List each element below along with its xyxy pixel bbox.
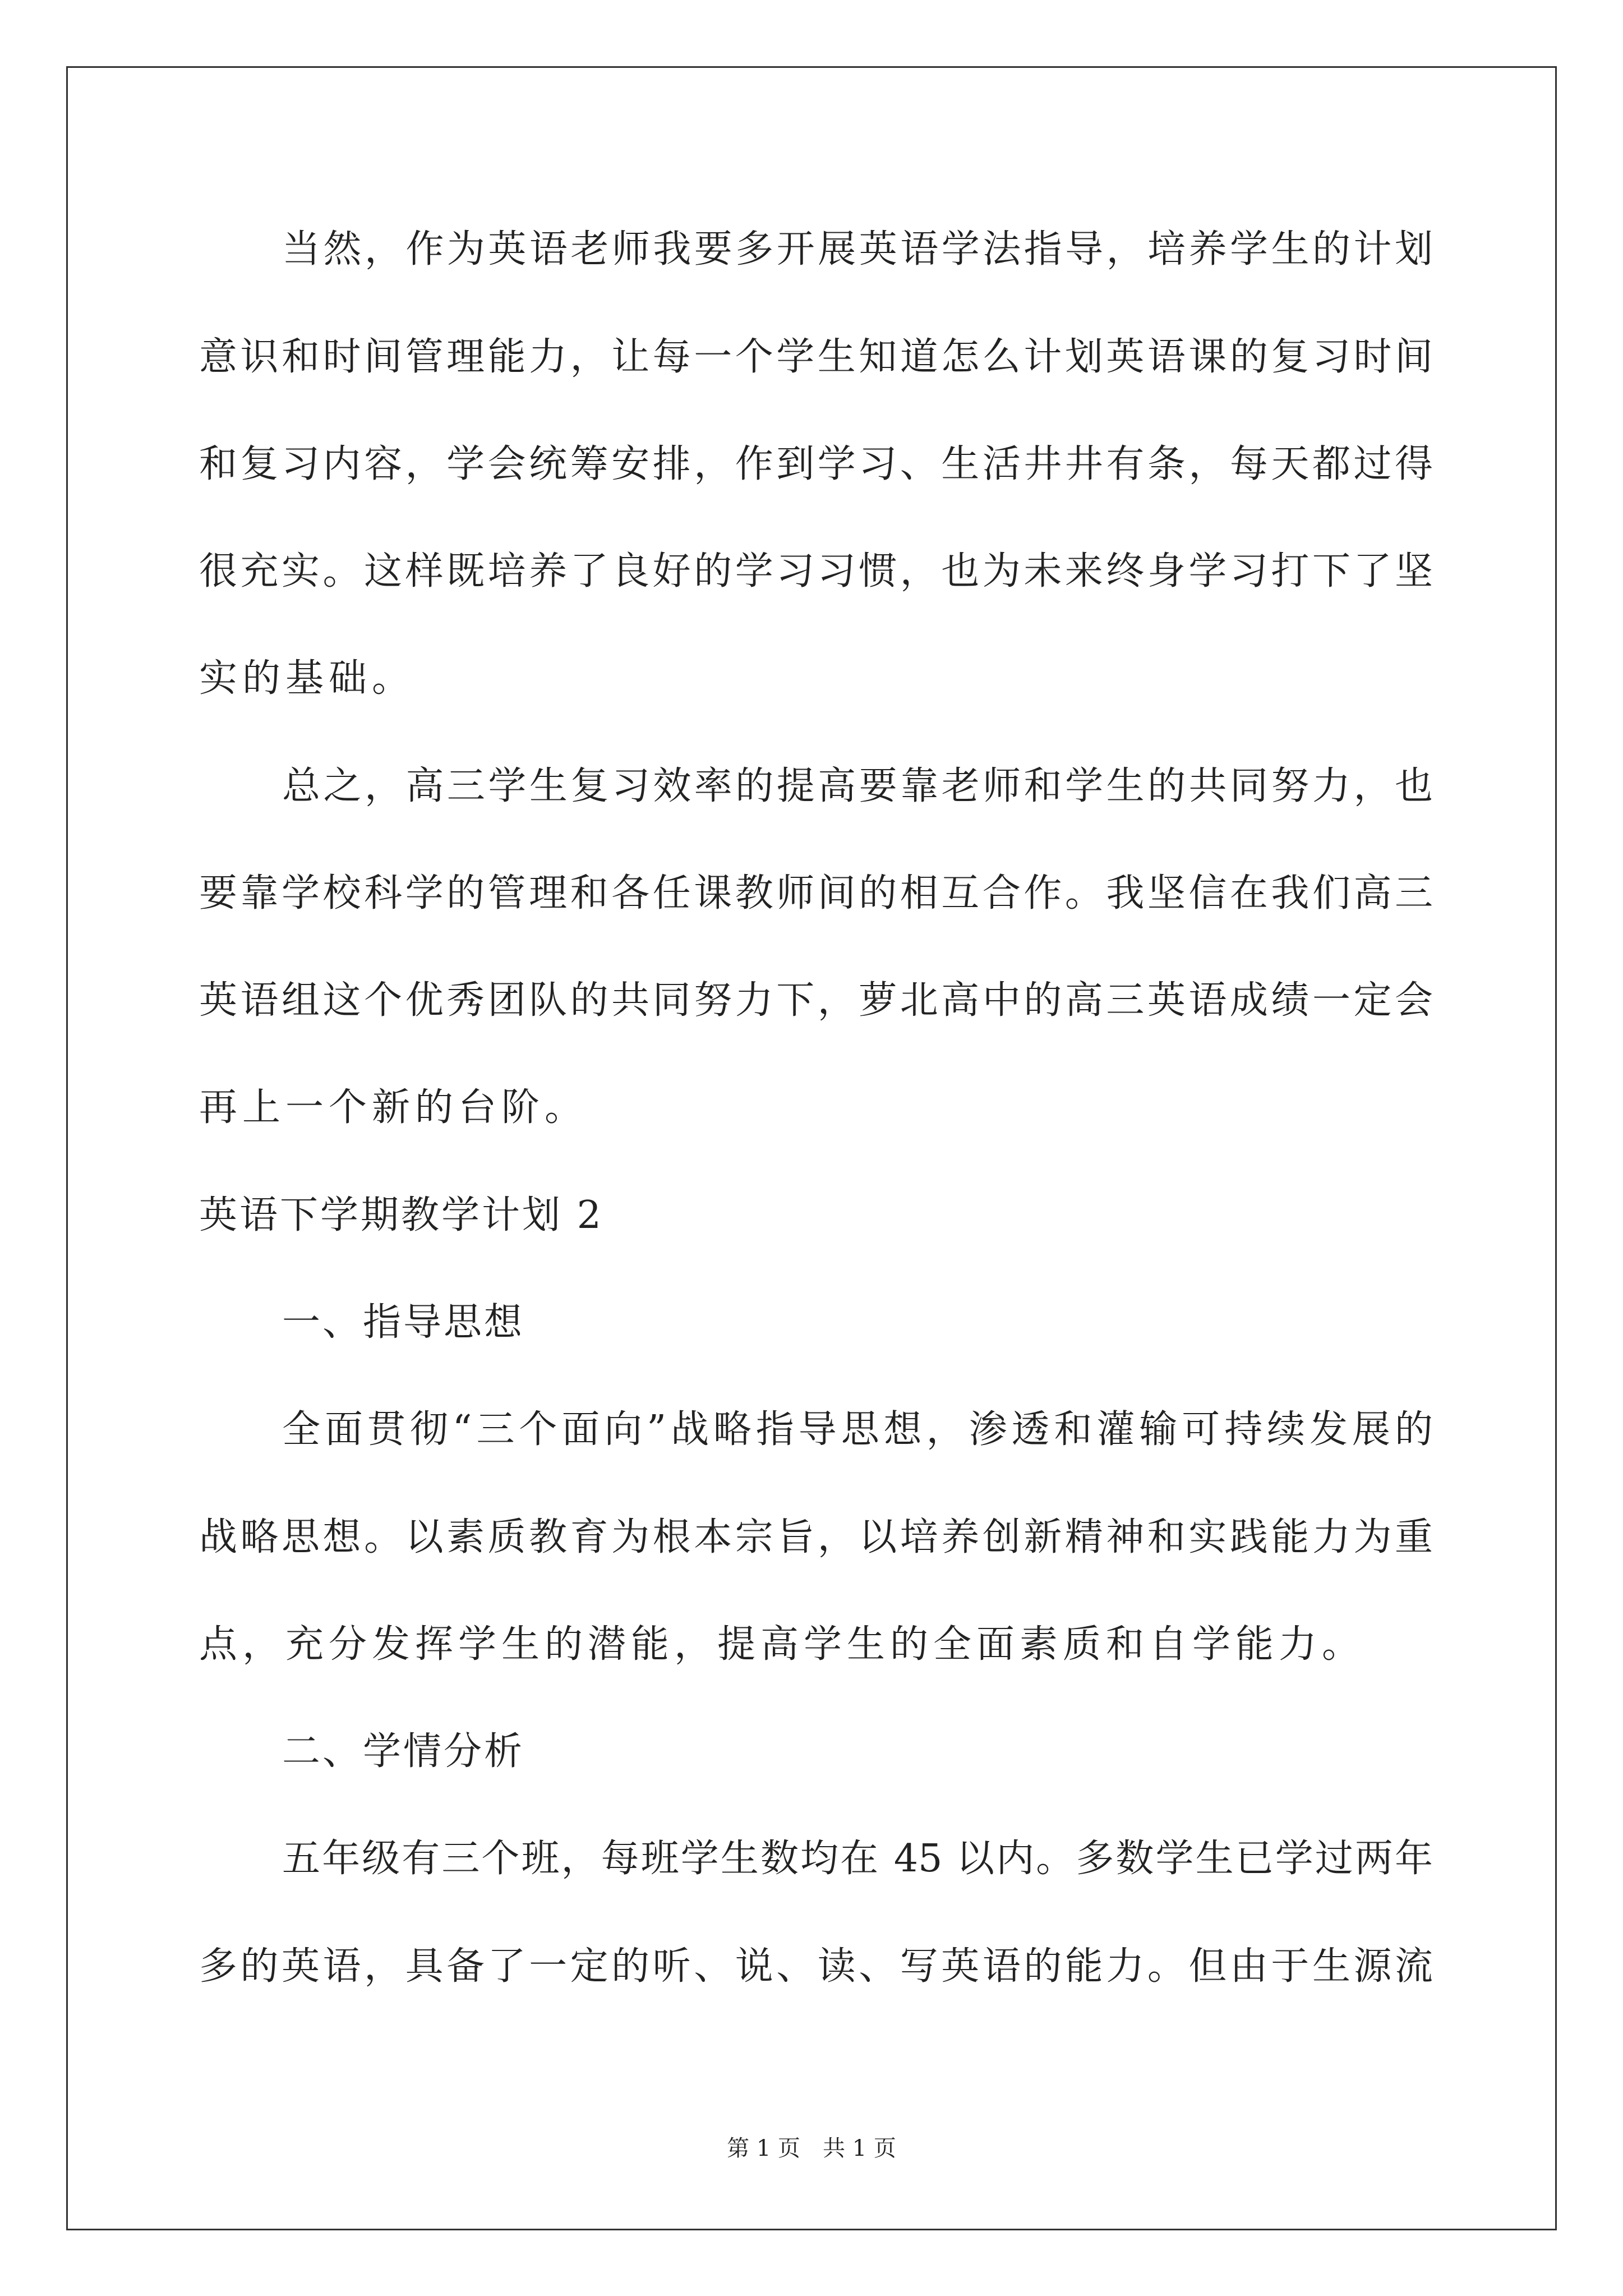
paragraph-line: 要靠学校科学的管理和各任课教师间的相互合作。我坚信在我们高三 xyxy=(199,871,1433,915)
section-heading: 二、学情分析 xyxy=(282,1729,525,1774)
paragraph-line: 多的英语，具备了一定的听、说、读、写英语的能力。但由于生源流 xyxy=(199,1944,1433,1989)
paragraph-line: 当然，作为英语老师我要多开展英语学法指导，培养学生的计划 xyxy=(282,227,1433,272)
paragraph-line: 和复习内容，学会统筹安排，作到学习、生活井井有条，每天都过得 xyxy=(199,442,1433,486)
section-heading: 一、指导思想 xyxy=(282,1300,525,1345)
paragraph-line: 实的基础。 xyxy=(199,656,416,701)
paragraph-line: 英语组这个优秀团队的共同努力下，萝北高中的高三英语成绩一定会 xyxy=(199,978,1433,1023)
paragraph-line: 很充实。这样既培养了良好的学习习惯，也为未来终身学习打下了坚 xyxy=(199,549,1433,593)
paragraph-line: 五年级有三个班，每班学生数均在 45 以内。多数学生已学过两年 xyxy=(282,1837,1433,1881)
document-title: 英语下学期教学计划 2 xyxy=(199,1193,603,1237)
paragraph-line: 全面贯彻“三个面向”战略指导思想，渗透和灌输可持续发展的 xyxy=(282,1407,1433,1452)
page-border xyxy=(66,66,1557,2230)
page-footer: 第 1 页 共 1 页 xyxy=(727,2136,896,2161)
paragraph-line: 再上一个新的台阶。 xyxy=(199,1085,588,1130)
paragraph-line: 意识和时间管理能力，让每一个学生知道怎么计划英语课的复习时间 xyxy=(199,335,1433,379)
paragraph-line: 战略思想。以素质教育为根本宗旨，以培养创新精神和实践能力为重 xyxy=(199,1515,1433,1559)
paragraph-line: 点，充分发挥学生的潜能，提高学生的全面素质和自学能力。 xyxy=(199,1622,1366,1667)
paragraph-line: 总之，高三学生复习效率的提高要靠老师和学生的共同努力，也 xyxy=(282,764,1433,808)
